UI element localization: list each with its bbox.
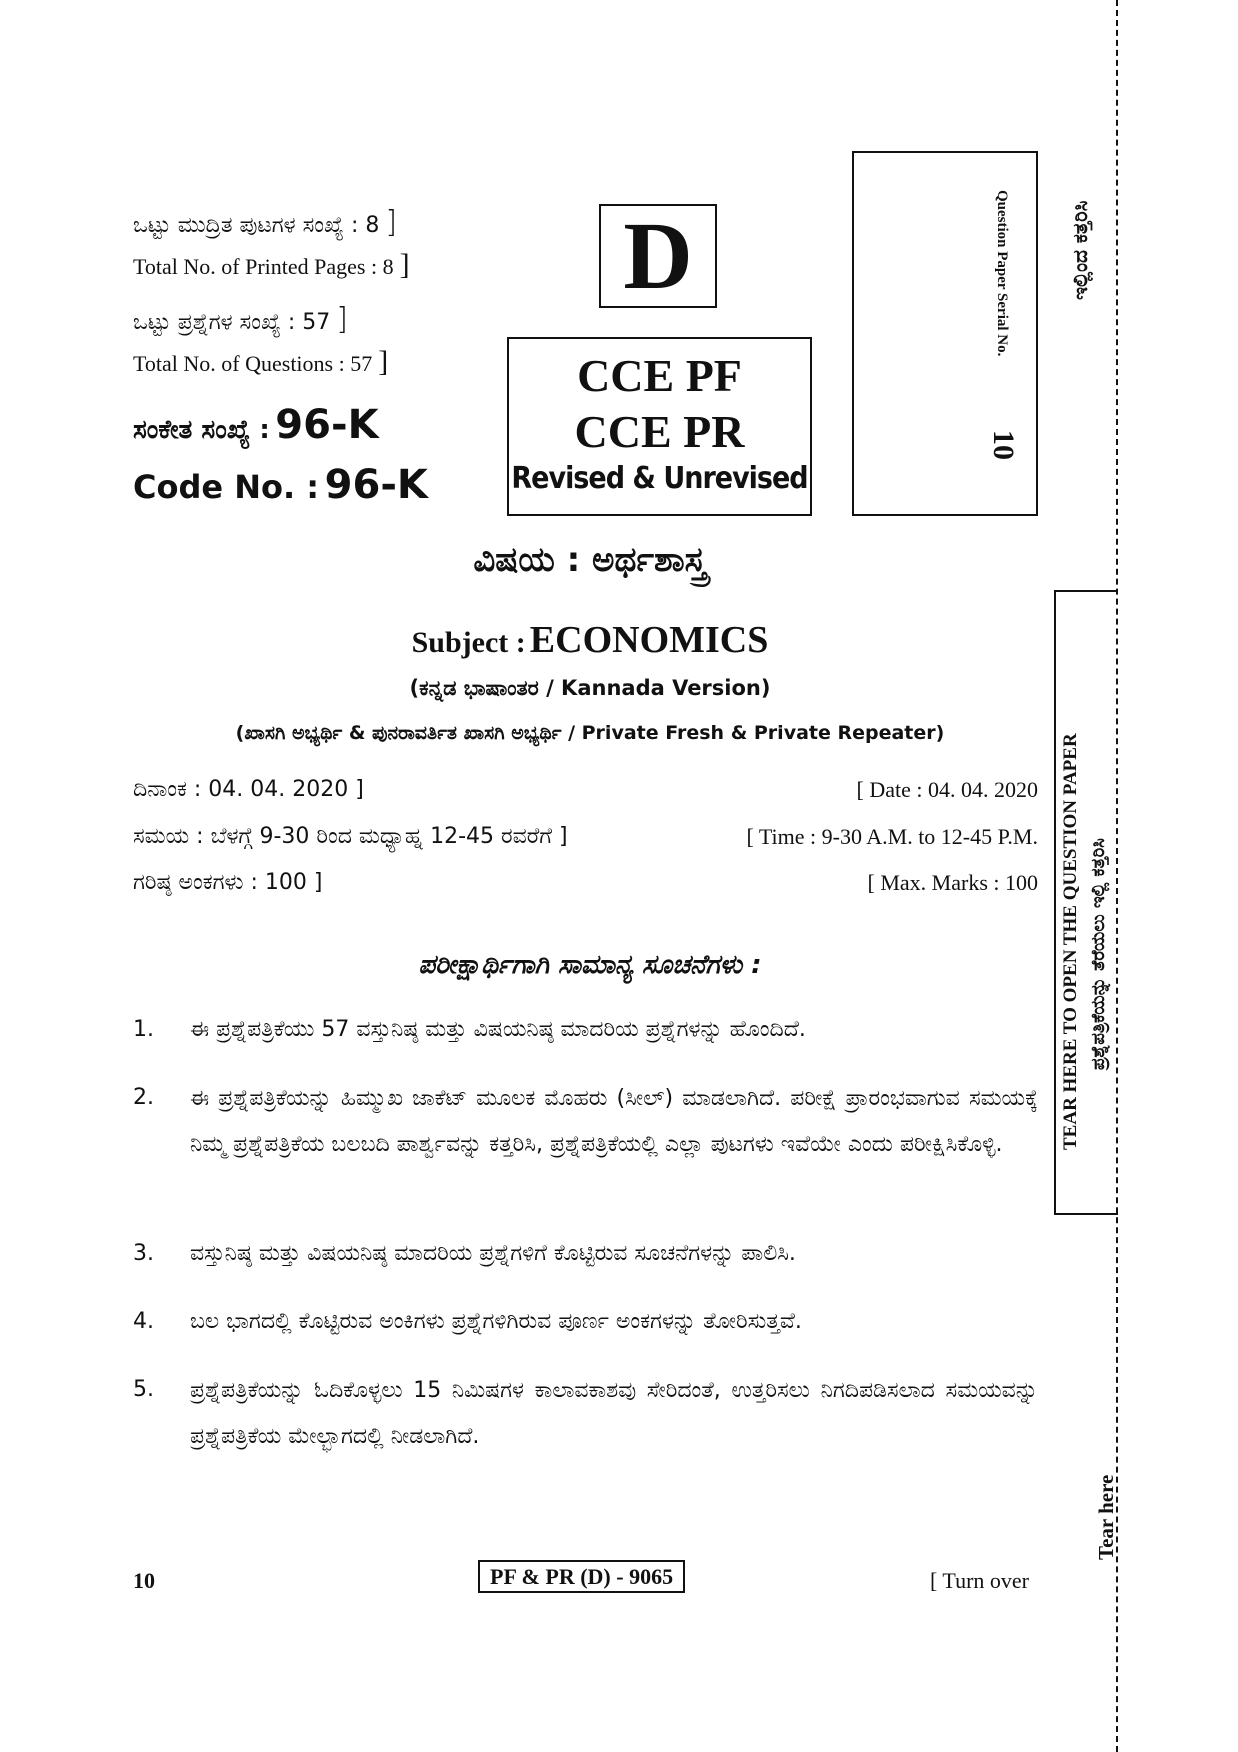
instruction-item: 4. ಬಲ ಭಾಗದಲ್ಲಿ ಕೊಟ್ಟಿರುವ ಅಂಕಿಗಳು ಪ್ರಶ್ನೆಗಳಿಗಿರುವ ಪೂರ್ಣ ಅಂಕಗಳನ್ನು ತೋರಿಸುತ್ತವೆ. <box>133 1309 802 1334</box>
time-english: [ Time : 9-30 A.M. to 12-45 P.M. <box>746 824 1038 849</box>
turn-over: [ Turn over <box>930 1568 1030 1593</box>
version-line: (ಕನ್ನಡ ಭಾಷಾಂತರ / Kannada Version) <box>409 676 771 700</box>
serial-label: Question Paper Serial No. <box>994 190 1010 357</box>
instruction-item: 2. ಈ ಪ್ರಶ್ನೆಪತ್ರಿಕೆಯನ್ನು ಹಿಮ್ಮುಖ ಜಾಕೆಟ್ ಮೂಲಕ ಮೊಹರು (ಸೀಲ್) ಮಾಡಲಾಗಿದೆ. ಪರೀಕ್ಷೆ ಪ್ರಾರಂಭವಾಗುವ ಸಮಯಕ್ಕೆ ನಿಮ್ಮ ಪ್ರಶ್ನೆಪತ್ರಿಕೆಯ ಬಲಬದಿ ಪಾರ್ಶ್ವವನ್ನು ಕತ್ತರಿಸಿ, ಪ್ರಶ್ನೆಪತ್ರಿಕೆಯಲ್ಲಿ ಎಲ್ಲಾ ಪುಟಗಳು ಇವೆಯೇ ಎಂದು ಪರೀಕ್ಷಿಸಿಕೊಳ್ಳಿ. <box>133 1085 1038 1157</box>
code-number-english: Code No. : 96-K <box>133 462 428 508</box>
date-kannada: ದಿನಾಂಕ : 04. 04. 2020 ] <box>133 777 364 802</box>
subject-kannada: ವಿಷಯ : ಅರ್ಥಶಾಸ್ತ್ರ <box>473 540 707 580</box>
candidates-line: (ಖಾಸಗಿ ಅಭ್ಯರ್ಥಿ & ಪುನರಾವರ್ತಿತ ಖಾಸಗಿ ಅಭ್ಯರ್ಥಿ / Private Fresh & Private Repeater) <box>235 722 945 744</box>
tear-top-kannada: ಇಲ್ಲಿಂದ ಕತ್ತರಿಸಿ <box>1068 200 1092 300</box>
printed-pages-english: Total No. of Printed Pages : 8 ] <box>133 248 410 281</box>
instruction-item: 5. ಪ್ರಶ್ನೆಪತ್ರಿಕೆಯನ್ನು ಓದಿಕೊಳ್ಳಲು 15 ನಿಮಿಷಗಳ ಕಾಲಾವಕಾಶವು ಸೇರಿದಂತೆ, ಉತ್ತರಿಸಲು ನಿಗದಿಪಡಿಸಲಾದ ಸಮಯವನ್ನು ಪ್ರಶ್ನೆಪತ್ರಿಕೆಯ ಮೇಲ್ಭಾಗದಲ್ಲಿ ನೀಡಲಾಗಿದೆ. <box>133 1377 1038 1449</box>
footer-paper-code: PF & PR (D) - 9065 <box>478 1564 685 1590</box>
cce-pr: CCE PR <box>574 406 745 457</box>
cce-box <box>507 337 812 516</box>
serial-number-box <box>852 151 1038 516</box>
cce-pf: CCE PF <box>577 350 742 401</box>
marks-kannada: ಗರಿಷ್ಠ ಅಂಕಗಳು : 100 ] <box>133 870 323 895</box>
questions-count-english: Total No. of Questions : 57 ] <box>133 345 389 378</box>
serial-value: 10 <box>987 430 1020 460</box>
marks-english: [ Max. Marks : 100 <box>867 870 1038 895</box>
tear-instruction-kannada: ಪ್ರಶ್ನೆಪತ್ರಿಕೆಯನ್ನು ತೆರೆಯಲು ಇಲ್ಲಿ ಕತ್ತರಿಸಿ <box>1088 838 1109 1070</box>
page-number: 10 <box>133 1568 155 1593</box>
time-kannada: ಸಮಯ : ಬೆಳಗ್ಗೆ 9-30 ರಿಂದ ಮಧ್ಯಾಹ್ನ 12-45 ರವರೆಗೆ ] <box>133 824 568 849</box>
code-number-kannada: ಸಂಕೇತ ಸಂಖ್ಯೆ : 96-K <box>133 402 379 448</box>
instruction-item: 3. ವಸ್ತುನಿಷ್ಠ ಮತ್ತು ವಿಷಯನಿಷ್ಠ ಮಾದರಿಯ ಪ್ರಶ್ನೆಗಳಿಗೆ ಕೊಟ್ಟಿರುವ ಸೂಚನೆಗಳನ್ನು ಪಾಲಿಸಿ. <box>133 1241 796 1266</box>
subject-english: Subject : ECONOMICS <box>411 619 769 661</box>
revised-label: Revised & Unrevised <box>511 461 808 496</box>
version-letter-box <box>599 204 717 308</box>
tear-here-bottom: Tear here <box>1094 1474 1118 1560</box>
printed-pages-kannada: ಒಟ್ಟು ಮುದ್ರಿತ ಪುಟಗಳ ಸಂಖ್ಯೆ : 8 ] <box>133 205 398 240</box>
instructions-heading: ಪರೀಕ್ಷಾರ್ಥಿಗಾಗಿ ಸಾಮಾನ್ಯ ಸೂಚನೆಗಳು : <box>418 950 762 980</box>
date-english: [ Date : 04. 04. 2020 <box>856 777 1038 802</box>
instruction-item: 1. ಈ ಪ್ರಶ್ನೆಪತ್ರಿಕೆಯು 57 ವಸ್ತುನಿಷ್ಠ ಮತ್ತು ವಿಷಯನಿಷ್ಠ ಮಾದರಿಯ ಪ್ರಶ್ನೆಗಳನ್ನು ಹೊಂದಿದೆ. <box>133 1017 806 1042</box>
tear-instruction-english: TEAR HERE TO OPEN THE QUESTION PAPER <box>1060 733 1081 1150</box>
version-letter: D <box>623 202 693 309</box>
questions-count-kannada: ಒಟ್ಟು ಪ್ರಶ್ನೆಗಳ ಸಂಖ್ಯೆ : 57 ] <box>133 302 349 337</box>
